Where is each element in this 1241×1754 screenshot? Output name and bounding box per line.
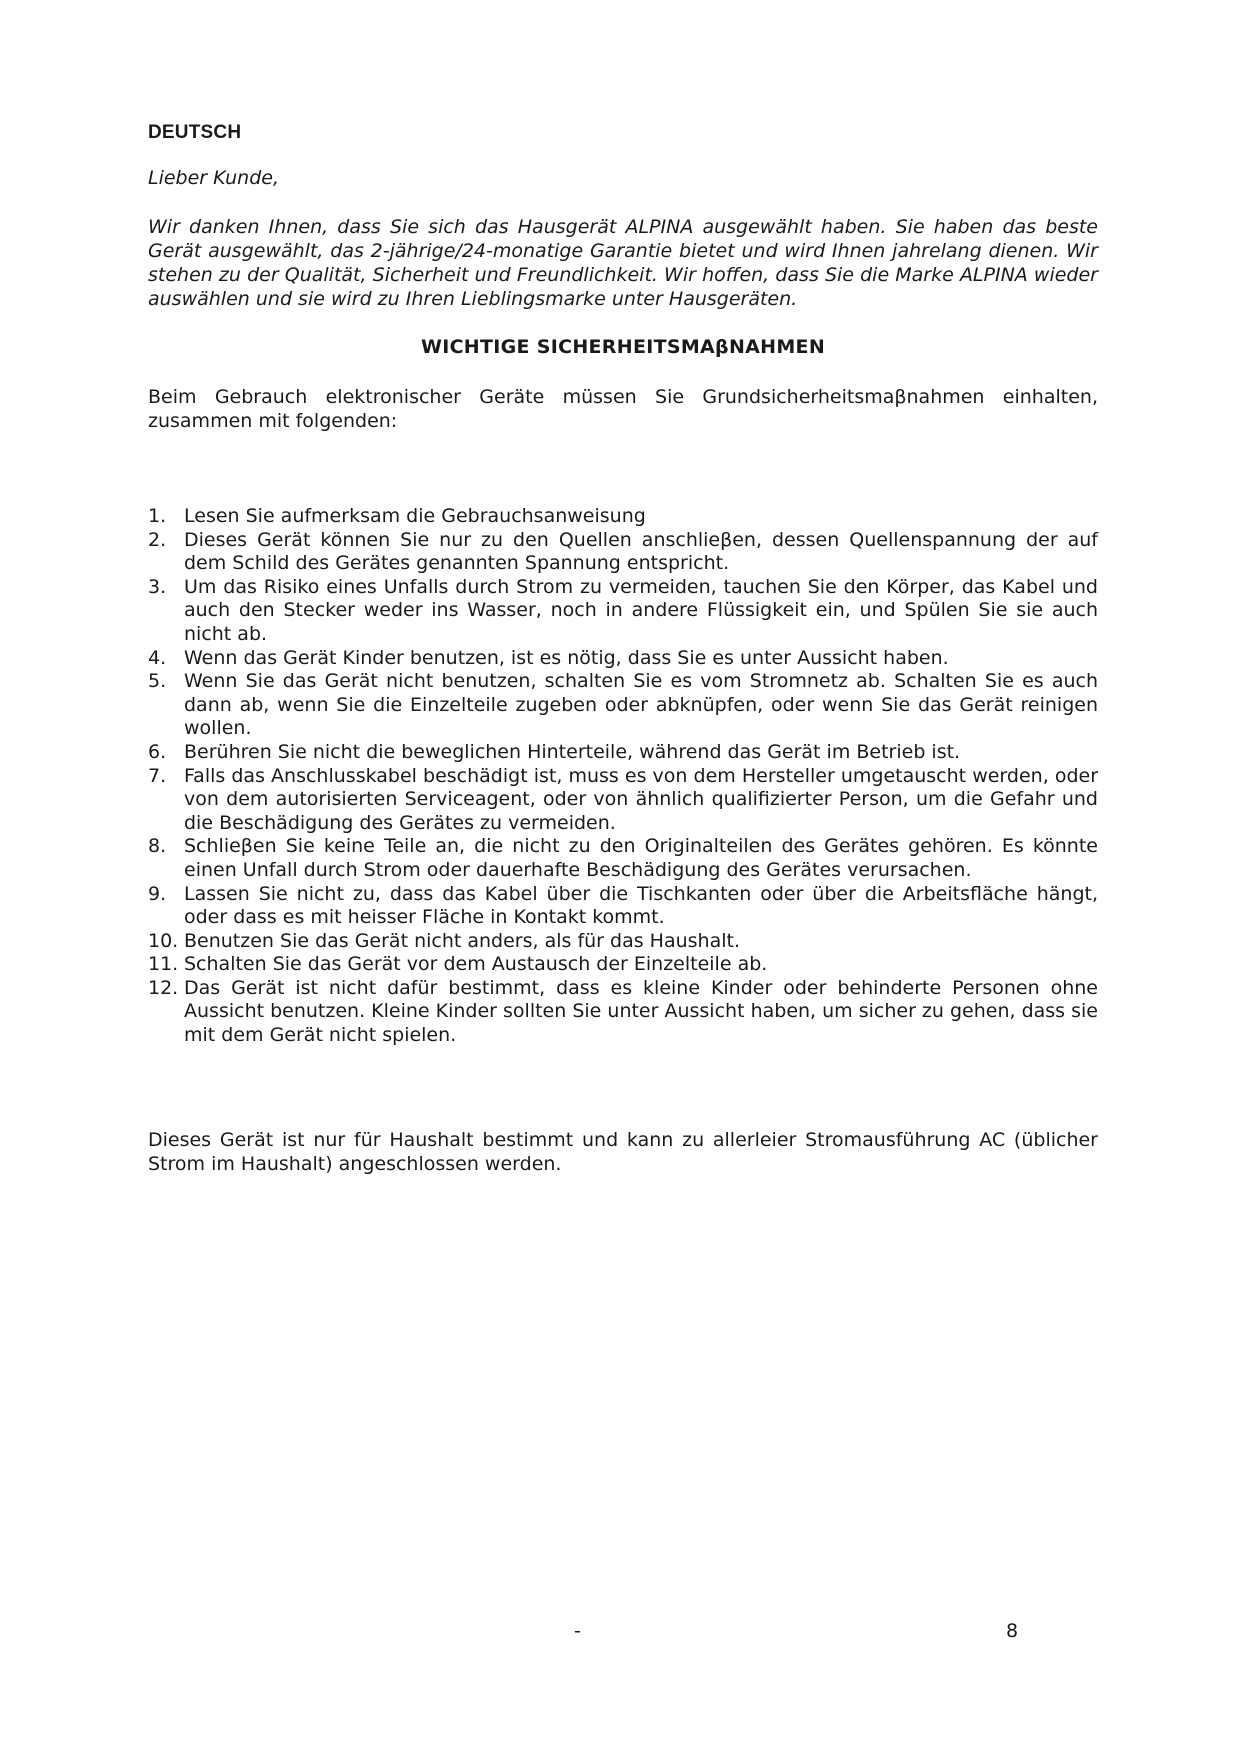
list-item-number: 12. [148,976,179,999]
list-item [148,741,1098,765]
safety-rules-list [148,505,1098,1048]
list-item [148,505,1098,529]
list-item [148,835,1098,882]
list-item-text: Berühren Sie nicht die beweglichen Hinterteile, während das Gerät im Betrieb ist. [184,740,961,763]
list-item-text: Lesen Sie aufmerksam die Gebrauchsanweisung [184,505,646,527]
list-item-text: Benutzen Sie das Gerät nicht anders, als für das Haushalt. [184,929,741,952]
list-item [148,765,1098,836]
list-item [148,883,1098,930]
closing-paragraph: Dieses Gerät ist nur für Haushalt bestimmt und kann zu allerleier Stromausführung AC (üblicher Strom im Haushalt) angeschlossen werden. [148,1129,1098,1175]
list-item-text: Lassen Sie nicht zu, dass das Kabel über die Tischkanten oder über die Arbeitsfläche hängt, oder dass es mit heisser Fläche in Kontakt kommt. [184,882,1098,929]
list-item-number: 9. [148,882,167,905]
list-item-number: 10. [148,929,179,952]
footer-dash: - [574,1620,581,1642]
list-item-number: 6. [148,740,167,763]
list-item-text: Falls das Anschlusskabel beschädigt ist, muss es von dem Hersteller umgetauscht werden, oder von dem autorisierten Serviceagent, oder von ähnlich qualifizierter Person, um die Gefahr und die Beschädigung des Gerätes zu vermeiden. [184,764,1098,834]
lead-paragraph: Beim Gebrauch elektronischer Geräte müssen Sie Grundsicherheitsmaβnahmen einhalten, zusammen mit folgenden: [148,386,1098,432]
page-number: 8 [1006,1620,1019,1642]
list-item-text: Dieses Gerät können Sie nur zu den Quellen anschlieβen, dessen Quellenspannung der auf dem Schild des Gerätes genannten Spannung entspricht. [184,528,1098,575]
list-item-number: 1. [148,505,167,527]
list-item-number: 2. [148,528,167,551]
list-item-text: Um das Risiko eines Unfalls durch Strom zu vermeiden, tauchen Sie den Körper, das Kabel und auch den Stecker weder ins Wasser, noch in andere Flüssigkeit ein, und Spülen Sie sie auch nicht ab. [184,575,1098,645]
list-item-number: 8. [148,835,167,858]
safety-title: WICHTIGE SICHERHEITSMAβNAHMEN [420,336,826,358]
list-item-number: 5. [148,670,167,693]
list-item-number: 3. [148,575,167,598]
list-item-text: Wenn Sie das Gerät nicht benutzen, schalten Sie es vom Stromnetz ab. Schalten Sie es auch dann ab, wenn Sie die Einzelteile zugeben oder abknüpfen, oder wenn Sie das Gerät reinigen wollen. [184,670,1098,740]
list-item-number: 7. [148,764,167,787]
intro-paragraph: Wir danken Ihnen, dass Sie sich das Hausgerät ALPINA ausgewählt haben. Sie haben das beste Gerät ausgewählt, das 2-jährige/24-monatige Garantie bietet und wird Ihnen jahrelang dienen. Wir stehen zu der Qualität, Sicherheit und Freundlichkeit. Wir hoffen, dass Sie die Marke ALPINA wieder auswählen und sie wird zu Ihren Lieblingsmarke unter Hausgeräten. [148,216,1098,310]
list-item [148,930,1098,954]
list-item [148,977,1098,1048]
list-item [148,529,1098,576]
list-item [148,953,1098,977]
list-item-text: Wenn das Gerät Kinder benutzen, ist es nötig, dass Sie es unter Aussicht haben. [184,646,949,669]
list-item-text: Das Gerät ist nicht dafür bestimmt, dass es kleine Kinder oder behinderte Personen ohne Aussicht benutzen. Kleine Kinder sollten Sie unter Aussicht haben, um sicher zu gehen, dass sie mit dem Gerät nicht spielen. [184,976,1098,1047]
language-heading: DEUTSCH [148,122,242,143]
list-item-number: 4. [148,646,167,669]
list-item [148,670,1098,741]
salutation: Lieber Kunde, [148,167,279,189]
list-item [148,576,1098,647]
list-item [148,647,1098,671]
list-item-text: Schlieβen Sie keine Teile an, die nicht zu den Originalteilen des Gerätes gehören. Es könnte einen Unfall durch Strom oder dauerhafte Beschädigung des Gerätes verursachen. [184,835,1098,881]
list-item-text: Schalten Sie das Gerät vor dem Austausch der Einzelteile ab. [184,953,768,976]
list-item-number: 11. [148,953,179,976]
